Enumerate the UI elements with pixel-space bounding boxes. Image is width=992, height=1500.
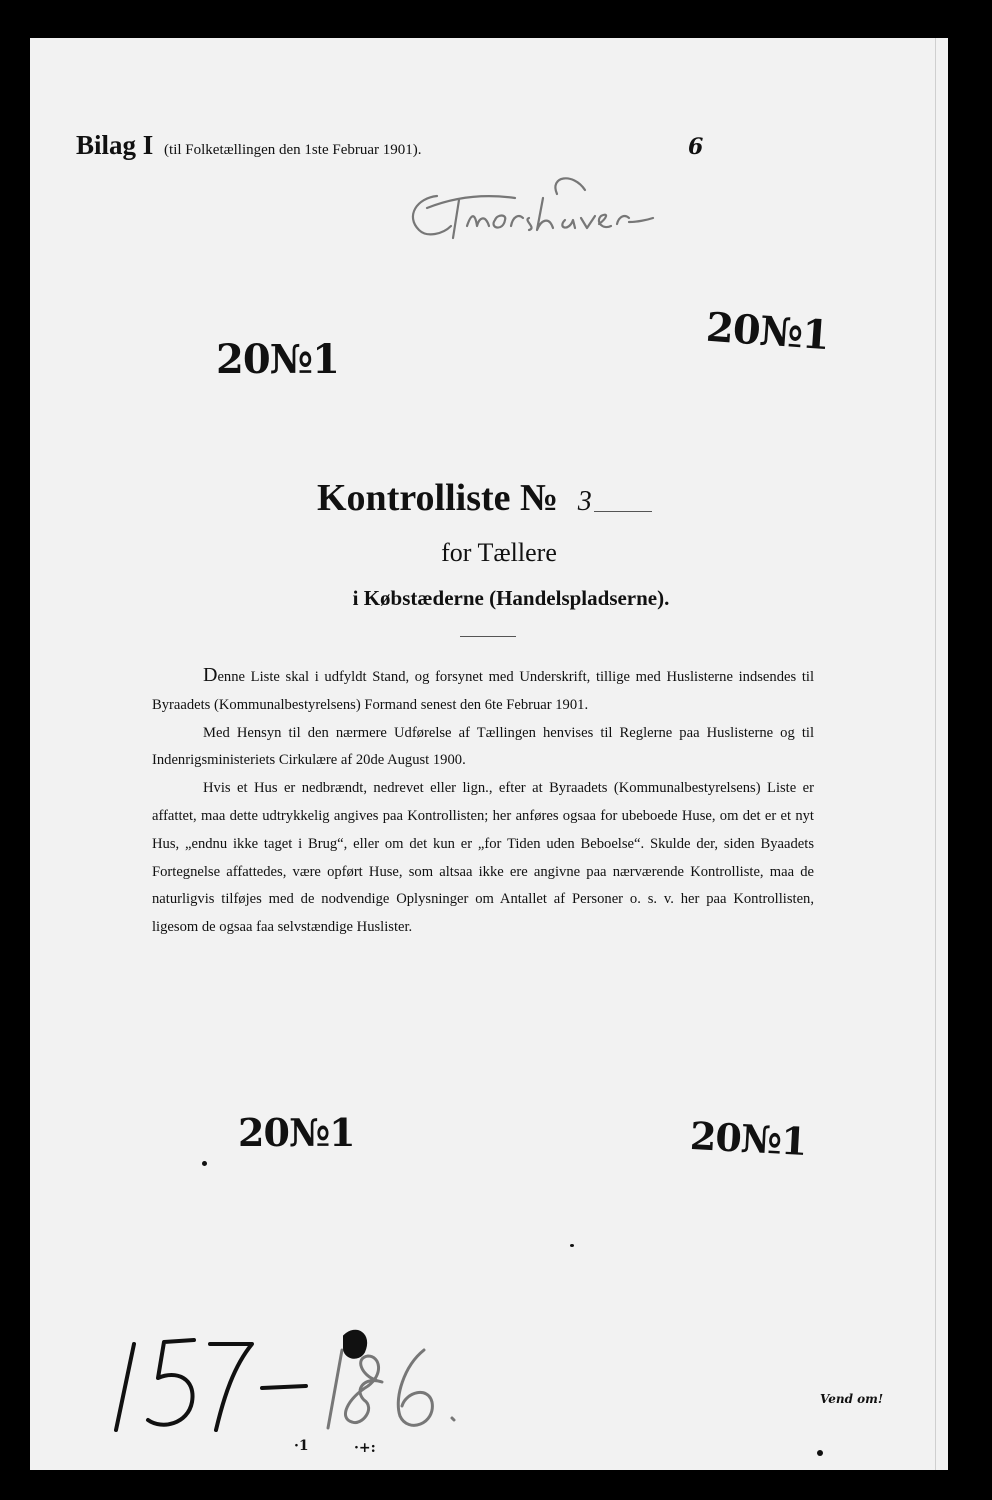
stamp-number: 20№1 (238, 1110, 355, 1155)
paragraph: Hvis et Hus er nedbrændt, nedrevet eller lign., efter at Byraadets (Kommunalbestyrelsens) Liste er affattet, maa dette udtrykkelig angives paa Kontrollisten; her anføres ogsaa for ubeboede Huse, om det er et nyt Hus, „endnu ikke taget i Brug“, eller om det kun er „for Tiden uden Beboelse“. Skulde der, siden Byaadets Fortegnelse affattedes, være opført Huse, som altsaa ikke ere angivne paa nærværende Kontrolliste, maa de naturligvis tilføjes med de nodvendige Oplysninger om Antallet af Personer o. s. v. her paa Kontrollisten, ligesom de ogsaa faa selvstændige Huslister. (152, 780, 814, 936)
bilag-subtitle: (til Folketællingen den 1ste Februar 1901). (164, 142, 422, 158)
ink-dot (202, 1161, 207, 1166)
handwritten-house-range (106, 1326, 486, 1436)
stamp-number: 20№1 (704, 303, 831, 360)
turn-over-note: Vend om! (820, 1392, 884, 1406)
divider (460, 636, 516, 637)
bilag-label: Bilag I (76, 130, 154, 160)
page-mark: 6 (688, 134, 704, 160)
number-fill-line (594, 511, 652, 512)
ink-dot (570, 1244, 574, 1247)
instructions-text (152, 662, 814, 942)
ink-mark: ·+: (354, 1440, 376, 1456)
document-title (317, 476, 592, 520)
handwritten-list-number: 3 (577, 486, 592, 517)
stamp-number: 20№1 (688, 1112, 808, 1165)
title-text: Kontrolliste № (317, 477, 559, 519)
stamp-number: 20№1 (216, 336, 339, 383)
paragraph: Denne Liste skal i udfyldt Stand, og forsynet med Underskrift, tillige med Huslisterne indsendes til Byraadets (Kommunalbestyrelsens) Formand senest den 6te Februar 1901. (152, 664, 814, 713)
subtitle-counters: for Tællere (441, 538, 557, 567)
bilag-header (76, 130, 422, 161)
paragraph: Med Hensyn til den nærmere Udførelse af Tællingen henvises til Reglerne paa Huslisterne og til Indenrigsministeriets Cirkulære af 20de August 1900. (152, 724, 814, 769)
ink-dot (817, 1450, 823, 1456)
subtitle-towns: i Købstæderne (Handelspladserne). (352, 586, 670, 610)
page-edge-line (935, 38, 936, 1470)
document-page (30, 38, 948, 1470)
ink-mark: ·1 (294, 1438, 309, 1454)
handwritten-place-name (397, 168, 657, 248)
